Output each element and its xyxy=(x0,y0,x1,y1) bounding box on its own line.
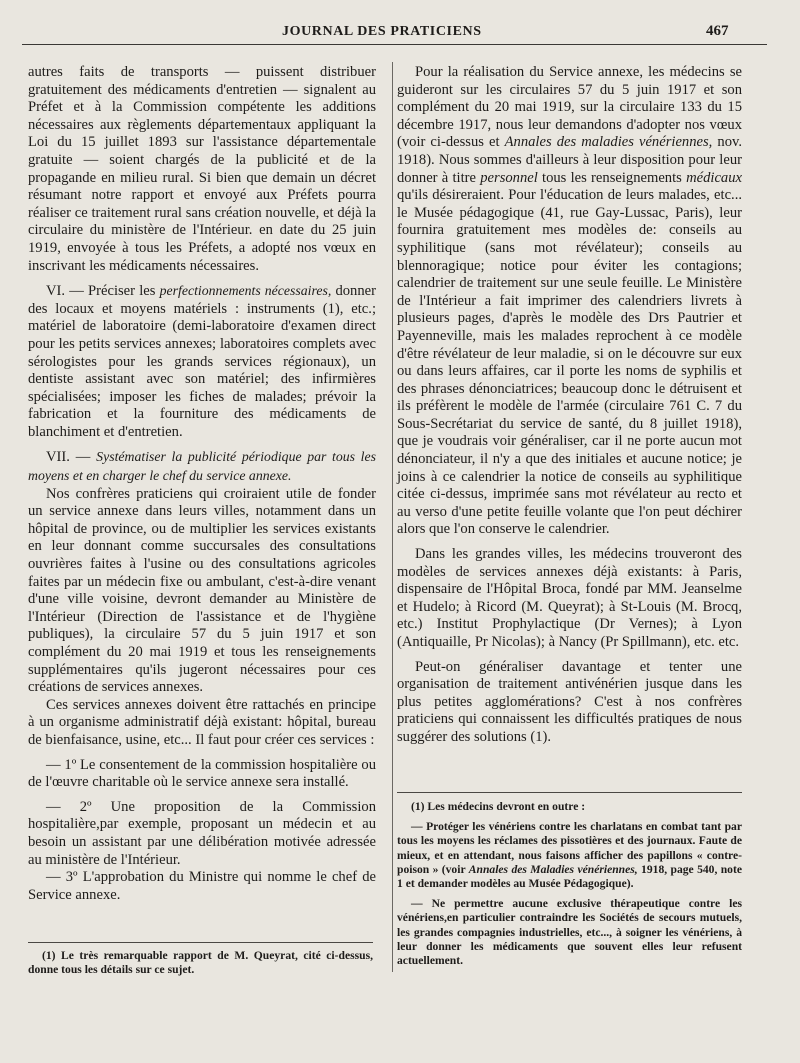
left-paragraph-section-vi xyxy=(28,282,376,441)
right-paragraph-2: Dans les grandes villes, les médecins trouveront des modèles de services annexes déjà existants: à Paris, dispensaire de l'Hôpital Broca, fondé par MM. Jeanselme et Hudelo; à Ricord (M. Queyrat); à St-Louis (M. Brocq, etc.) Institut Prophylactique (Dr Vernes); à Lyon (Antiquaille, Pr Nicolas); à Nancy (Pr Spillmann), etc. etc. xyxy=(397,546,742,650)
right-p1-part-d: qu'ils désireraient. Pour l'éducation de leurs malades, etc... le Musée pédagogique (41, rue Gay-Lussac, Paris), leur fournira gratuitement mes modèles de: conseils au syphilitique (sans mot révélateur); conseils au blennoragique; notice pour éviter les contagions; calendrier de traitement sur une seule feuille. Le Ministère de l'Intérieur a fait imprimer des calendriers livrets à plusieurs pages, d'après le modèle des Drs Pautrier et Payenneville, mais les malades reprochent à ce modèle d'être révélateur de leur maladie, si on le découvre sur eux ou dans leurs affaires, car il porte les noms de syphilis et des phrases dénonciatrices; beaucoup donc le détruisent et ils préfèrent le modèle de l'armée (circulaire 761 C. 7 du Sous-Secrétariat du service de santé, du 8 juillet 1918), que je voudrais voir généraliser, car il ne porte aucun mot dénonciateur, il n'y a que des initiales et aucune notice; je joins à ce calendrier la notice de conseils au syphilitique citée ci-dessus, imprimée sans mot révélateur au recto et au verso d'une petite feuille volante que l'on peut déchirer alors que l'on conserve le calendrier. xyxy=(397,187,742,538)
page-number: 467 xyxy=(706,23,729,39)
left-footnote-text: (1) Le très remarquable rapport de M. Queyrat, cité ci-dessus, donne tous les détails sur ce sujet. xyxy=(28,949,373,977)
right-paragraph-3: Peut-on généraliser davantage et tenter une organisation de traitement antivénérien jusque dans les plus petites agglomérations? C'est à nos confrères praticiens qui connaissent les difficultés pratiques de nous suggérer des solutions (1). xyxy=(397,658,742,745)
left-footnote-rule xyxy=(28,942,373,943)
right-footnote-item-1 xyxy=(397,820,742,891)
section-vii-lead: VII. — xyxy=(46,449,97,466)
right-footnote-1-part-b: 1918, page 540, note 1 et demander modèles au Musée Pédagogique). xyxy=(397,862,742,891)
right-footnote-1-italic: Annales des Maladies vénériennes, xyxy=(468,862,638,876)
right-p1-part-c: tous les renseignements xyxy=(537,169,687,186)
header-rule xyxy=(22,44,767,45)
section-vi-lead: VI. — Préciser les xyxy=(46,283,160,300)
right-p1-italic-annales: Annales des maladies vénériennes, xyxy=(504,134,713,151)
right-paragraph-1 xyxy=(397,64,742,539)
left-paragraph-4: Nos confrères praticiens qui croiraient utile de fonder un service annexe dans leurs villes, notamment dans un hôpital de province, ou de multiplier les services existants en leur donnant comme succursales des consultations ouvrières faites à l'usine ou des consultations agricoles faites par un médecin fixe ou ambulant, c'est-à-dire venant d'une ville voisine, devront demander au Ministère de l'Intérieur (Direction de l'assistance et de l'hygiène publiques), la circulaire 57 du 5 juin 1917 et son complément du 20 mai 1919 et tous les renseignements supplémentaires qu'ils jugeront nécessaires pour ces créations de services annexes. xyxy=(28,485,376,696)
left-paragraph-1: autres faits de transports — puissent distribuer gratuitement des médicaments d'entretien — signalent au Préfet et à la Commission compétente les additions nécessaires aux règlements départementaux appliquant la Loi du 15 juillet 1893 sur l'assistance départementale gratuite — soient chargés de la publicité et de la propagande en milieu rural. Si bien que demain un décret résumant notre rapport et envoyé aux Préfets pourra réaliser ce traitement rural sans création nouvelle, et déjà la circulaire du ministère de l'Intérieur. en date du 25 juin 1919, envoyée à tous les Préfets, a adopté nos vœux en inscrivant les médicaments nécessaires. xyxy=(28,64,376,274)
right-p1-italic-medicaux: médicaux xyxy=(686,169,742,186)
section-vii-italic: Systématiser la publicité périodique par tous les moyens et en charger le chef du service annexe. xyxy=(28,449,376,484)
right-footnote-item-2: — Ne permettre aucune exclusive thérapeutique contre les vénériens,en particulier contraindre les Sociétés de secours mutuels, les grandes compagnies industrielles, etc..., à soigner les vénériens, à leur donner les médicaments que souvent elles leur refusent actuellement. xyxy=(397,897,742,968)
right-footnote xyxy=(397,800,742,968)
right-p1-part-b: nov. 1918). Nous sommes d'ailleurs à leur disposition pour leur donner à titre xyxy=(397,134,742,186)
left-paragraph-5: Ces services annexes doivent être rattachés en principe à un organisme administratif déjà existant: hôpital, bureau de bienfaisance, usine, etc... Il faut pour créer ces services : xyxy=(28,696,376,748)
left-paragraph-section-vii xyxy=(28,448,376,485)
right-column xyxy=(397,64,742,747)
left-paragraph-8: — 3º L'approbation du Ministre qui nomme le chef de Service annexe. xyxy=(28,869,376,903)
right-p1-part-a: Pour la réalisation du Service annexe, les médecins se guideront sur les circulaires 57 du 5 juin 1917 et son complément du 20 mai 1919, sur la circulaire 133 du 15 décembre 1917, nous leur demandons d'adopter nos vœux (voir ci-dessus et xyxy=(397,64,742,151)
left-footnote xyxy=(28,949,373,977)
right-footnote-title: (1) Les médecins devront en outre : xyxy=(411,800,586,813)
running-title: JOURNAL DES PRATICIENS xyxy=(282,24,482,39)
section-vi-rest: donner des locaux et moyens matériels : instruments (1), etc.; matériel de laboratoire (demi-laboratoire d'examen direct pour les petits services annexes; laboratoires complets avec sérologistes pour les grands services régionaux), un dentiste assistant avec son matériel; des infirmières spécialisées; imposer les fiches de malades; prévoir la fabrication et la fourniture des médicaments de blanchiment et d'entretien. xyxy=(28,283,376,440)
left-paragraph-6: — 1º Le consentement de la commission hospitalière ou de l'œuvre charitable où le service annexe sera installé. xyxy=(28,756,376,791)
left-paragraph-7: — 2º Une proposition de la Commission hospitalière,par exemple, proposant un médecin et au besoin un assistant par une délibération motivée adressée au ministère de l'Intérieur. xyxy=(28,798,376,868)
right-footnote-1-part-a: — Protéger les vénériens contre les charlatans en combat tant par tous les moyens les réclames des pissotières et des journaux. Faute de mieux, et en attendant, nous faisons afficher des papillons « contre-poison » (voir xyxy=(397,820,742,876)
section-vi-italic: perfectionnements nécessaires, xyxy=(159,283,332,299)
right-p1-italic-personnel: personnel xyxy=(480,169,538,186)
left-column xyxy=(28,64,376,904)
page-header xyxy=(0,0,800,44)
column-divider xyxy=(392,62,393,972)
right-footnote-rule xyxy=(397,792,742,793)
